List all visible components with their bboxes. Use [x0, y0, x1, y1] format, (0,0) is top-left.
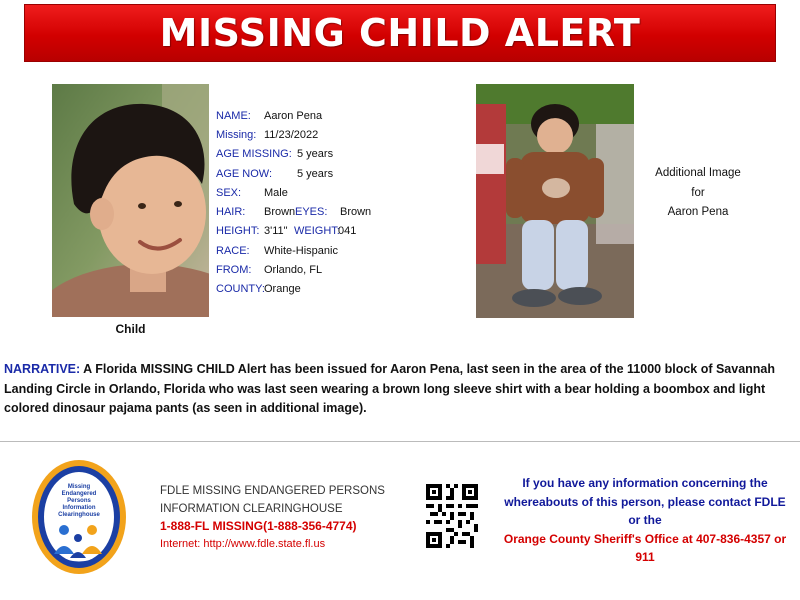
child-photo: [52, 84, 209, 317]
additional-photo: [476, 84, 634, 318]
age-missing-value: 5 years: [297, 148, 334, 161]
hotline-number: 1-888-FL MISSING(1-888-356-4774): [160, 519, 357, 533]
contact-line-5: 911: [635, 550, 655, 565]
name-label: NAME:: [216, 109, 251, 122]
contact-line-4: Orange County Sheriff's Office at 407-836-4357 or: [503, 531, 787, 546]
logo-text-4: Information: [62, 505, 96, 511]
additional-image-line2: for: [691, 186, 705, 199]
detail-name: [216, 106, 466, 125]
from-label: FROM:: [216, 264, 252, 277]
org-info: [160, 483, 420, 552]
from-value: Orlando, FL: [264, 264, 323, 277]
detail-age-now: [216, 164, 466, 183]
org-line-2: INFORMATION CLEARINGHOUSE: [160, 502, 343, 515]
contact-line-2: whereabouts of this person, please contact FDLE: [504, 494, 786, 509]
contact-info: [492, 474, 798, 567]
height-label: HEIGHT:: [216, 225, 260, 238]
logo-text-1: Missing: [67, 484, 91, 490]
fdle-logo: [30, 458, 128, 576]
contact-line-1: If you have any information concerning the: [522, 476, 768, 490]
org-line-1: FDLE MISSING ENDANGERED PERSONS: [160, 485, 385, 497]
photo-caption: Child: [115, 322, 146, 336]
detail-race: [216, 241, 466, 260]
hair-label: HAIR:: [216, 206, 246, 219]
missing-value: 11/23/2022: [264, 128, 319, 141]
weight-label: WEIGHT:: [294, 225, 340, 238]
alert-banner: [24, 4, 776, 62]
logo-text-5: Clearinghouse: [58, 512, 100, 518]
child-details: [216, 106, 466, 299]
detail-age-missing: [216, 145, 466, 164]
age-now-value: 5 years: [297, 167, 334, 180]
logo-text-2: Endangered: [61, 491, 97, 497]
race-value: White-Hispanic: [264, 244, 338, 257]
name-value: Aaron Pena: [264, 109, 323, 122]
height-value: 3'11": [264, 225, 288, 238]
eyes-value: Brown: [340, 206, 372, 219]
age-now-label: AGE NOW:: [216, 167, 273, 180]
additional-image-line1: Additional Image: [655, 167, 741, 179]
detail-from: [216, 260, 466, 279]
qr-code: [426, 484, 478, 548]
additional-image-caption: [640, 164, 756, 223]
detail-sex: [216, 183, 466, 202]
county-label: COUNTY:: [216, 283, 265, 296]
logo-text-3: Persons: [67, 498, 91, 504]
age-missing-label: AGE MISSING:: [216, 148, 292, 161]
additional-image-line3: Aaron Pena: [667, 206, 729, 218]
section-divider: [0, 441, 800, 442]
hair-value: Brown: [264, 206, 296, 219]
contact-line-3: or the: [628, 513, 662, 528]
website-link[interactable]: Internet: http://www.fdle.state.fl.us: [160, 537, 326, 550]
detail-county: [216, 280, 466, 299]
county-value: Orange: [264, 283, 301, 296]
eyes-label: EYES:: [295, 206, 328, 219]
alert-title: MISSING CHILD ALERT: [159, 11, 641, 55]
narrative: [4, 360, 796, 419]
detail-missing: [216, 125, 466, 144]
narrative-label: NARRATIVE:: [4, 362, 81, 376]
detail-height-weight: [216, 222, 466, 241]
race-label: RACE:: [216, 244, 250, 257]
sex-value: Male: [264, 186, 288, 199]
missing-label: Missing:: [216, 128, 257, 141]
narrative-text: A Florida MISSING CHILD Alert has been issued for Aaron Pena, last seen in the area of the 11000 block of Savannah Landing Circle in Orlando, Florida who was last seen wearing a brown long sleeve shirt with a bear holding a boombox and light colored dinosaur pajama pants (as seen in additional image).: [4, 362, 776, 415]
sex-label: SEX:: [216, 186, 242, 199]
detail-hair-eyes: [216, 202, 466, 221]
weight-value: 041: [338, 225, 357, 238]
